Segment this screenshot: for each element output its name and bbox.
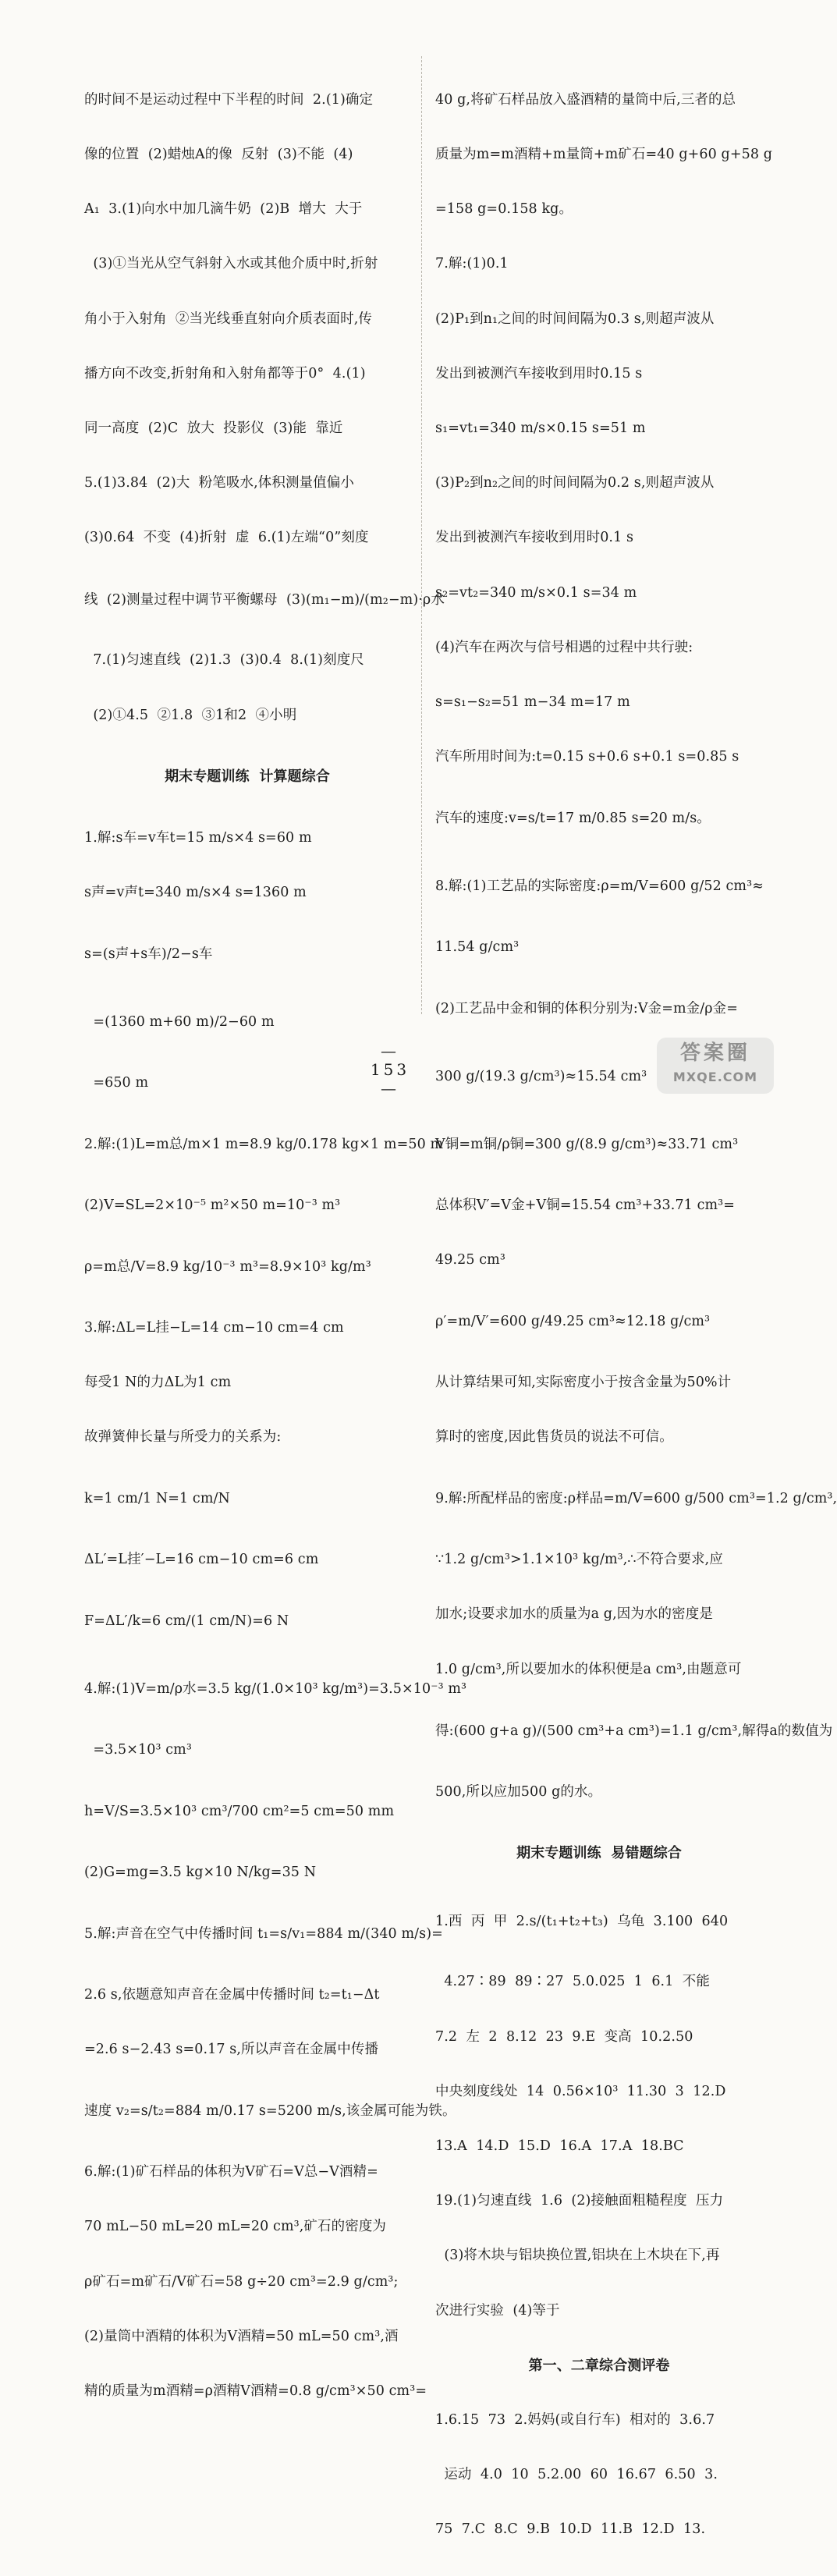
text-line: s=s₁−s₂=51 m−34 m=17 m (435, 694, 630, 711)
text-line: 同一高度 (2)C 放大 投影仪 (3)能 靠近 (84, 420, 343, 437)
text-line: (3)将木块与铝块换位置,铝块在上木块在下,再 (435, 2248, 720, 2264)
text-line: =2.6 s−2.43 s=0.17 s,所以声音在金属中传播 (84, 2042, 379, 2058)
text-line: 5.(1)3.84 (2)大 粉笔吸水,体积测量值偏小 (84, 475, 354, 491)
text-line: (3)P₂到n₂之间的时间间隔为0.2 s,则超声波从 (435, 475, 715, 491)
text-line: 角小于入射角 ②当光线垂直射向介质表面时,传 (84, 310, 372, 327)
text-line: 5.解:声音在空气中传播时间 t₁=s/v₁=884 m/(340 m/s)= (84, 1926, 443, 1943)
text-line: 的时间不是运动过程中下半程的时间 2.(1)确定 (84, 91, 374, 108)
text-line: 1.6.15 73 2.妈妈(或自行车) 相对的 3.6.7 (435, 2412, 715, 2429)
text-line: 算时的密度,因此售货员的说法不可信。 (435, 1429, 673, 1446)
text-line: 75 7.C 8.C 9.B 10.D 11.B 12.D 13. (435, 2521, 706, 2538)
text-line: 19.(1)匀速直线 1.6 (2)接触面粗糙程度 压力 (435, 2193, 724, 2209)
watermark-title: 答案圈 (679, 1041, 750, 1065)
text-line: 4.27∶89 89∶27 5.0.025 1 6.1 不能 (435, 1974, 710, 1990)
text-line: ρ=m总/V=8.9 kg/10⁻³ m³=8.9×10³ kg/m³ (84, 1258, 371, 1275)
text-line: 中央刻度线处 14 0.56×10³ 11.30 3 12.D (435, 2083, 726, 2099)
text-line: 3.解:ΔL=L挂−L=14 cm−10 cm=4 cm (84, 1319, 344, 1336)
text-line: 运动 4.0 10 5.2.00 60 16.67 6.50 3. (435, 2467, 718, 2483)
text-line: =650 m (84, 1074, 149, 1091)
text-line: 8.解:(1)工艺品的实际密度:ρ=m/V=600 g/52 cm³≈ (435, 878, 764, 895)
text-line: 加水;设要求加水的质量为a g,因为水的密度是 (435, 1606, 713, 1623)
text-line: (2)①4.5 ②1.8 ③1和2 ④小明 (84, 707, 297, 723)
text-line: ρ矿石=m矿石/V矿石=58 g÷20 cm³=2.9 g/cm³; (84, 2273, 399, 2290)
text-line: 总体积V′=V金+V铜=15.54 cm³+33.71 cm³= (435, 1197, 736, 1213)
text-line: s声=v声t=340 m/s×4 s=1360 m (84, 884, 307, 900)
text-line: ρ′=m/V′=600 g/49.25 cm³≈12.18 g/cm³ (435, 1314, 711, 1330)
text-line: 次进行实验 (4)等于 (435, 2302, 560, 2319)
text-line: 13.A 14.D 15.D 16.A 17.A 18.BC (435, 2138, 684, 2155)
text-line: 发出到被测汽车接收到用时0.15 s (435, 365, 643, 381)
text-line: 2.解:(1)L=m总/m×1 m=8.9 kg/0.178 kg×1 m=50 m (84, 1136, 444, 1152)
text-line: 40 g,将矿石样品放入盛酒精的量筒中后,三者的总 (435, 91, 736, 108)
text-line: 70 mL−50 mL=20 mL=20 cm³,矿石的密度为 (84, 2219, 387, 2235)
text-line: V铜=m铜/ρ铜=300 g/(8.9 g/cm³)≈33.71 cm³ (435, 1136, 739, 1152)
text-line: (4)汽车在两次与信号相遇的过程中共行驶: (435, 639, 693, 655)
section-title-chapter-test: 第一、二章综合测评卷 (528, 2357, 670, 2374)
text-line: 6.解:(1)矿石样品的体积为V矿石=V总−V酒精= (84, 2164, 378, 2180)
text-line: (2)V=SL=2×10⁻⁵ m²×50 m=10⁻³ m³ (84, 1197, 341, 1213)
text-line: ∵1.2 g/cm³>1.1×10³ kg/m³,∴不符合要求,应 (435, 1552, 723, 1568)
text-line: (2)量筒中酒精的体积为V酒精=50 mL=50 cm³,酒 (84, 2328, 399, 2344)
text-line: ΔL′=L挂′−L=16 cm−10 cm=6 cm (84, 1552, 319, 1568)
text-line: 11.54 g/cm³ (435, 939, 520, 956)
text-line: 播方向不改变,折射角和入射角都等于0° 4.(1) (84, 365, 366, 381)
text-line: 每受1 N的力ΔL为1 cm (84, 1374, 232, 1390)
text-line: 精的质量为m酒精=ρ酒精V酒精=0.8 g/cm³×50 cm³= (84, 2383, 427, 2400)
section-title-calculation: 期末专题训练 计算题综合 (165, 768, 330, 785)
text-line: =(1360 m+60 m)/2−60 m (84, 1013, 275, 1030)
text-line: (3)0.64 不变 (4)折射 虚 6.(1)左端“0”刻度 (84, 530, 369, 546)
text-line: 1.西 丙 甲 2.s/(t₁+t₂+t₃) 乌龟 3.100 640 (435, 1913, 729, 1929)
text-line: =3.5×10³ cm³ (84, 1741, 192, 1758)
text-line: 汽车所用时间为:t=0.15 s+0.6 s+0.1 s=0.85 s (435, 749, 739, 765)
text-line: 线 (2)测量过程中调节平衡螺母 (3)(m₁−m)/(m₂−m)·ρ水 (84, 591, 445, 608)
text-line: 汽车的速度:v=s/t=17 m/0.85 s=20 m/s。 (435, 811, 711, 827)
text-line: s₁=vt₁=340 m/s×0.15 s=51 m (435, 420, 646, 437)
text-line: 7.2 左 2 8.12 23 9.E 变高 10.2.50 (435, 2028, 693, 2045)
text-line: 1.0 g/cm³,所以要加水的体积便是a cm³,由题意可 (435, 1661, 742, 1677)
watermark-logo (657, 1038, 774, 1094)
text-line: (2)工艺品中金和铜的体积分别为:V金=m金/ρ金= (435, 1001, 739, 1017)
text-line: k=1 cm/1 N=1 cm/N (84, 1491, 230, 1507)
text-line: 质量为m=m酒精+m量筒+m矿石=40 g+60 g+58 g (435, 147, 773, 163)
text-line: 2.6 s,依题意知声音在金属中传播时间 t₂=t₁−Δt (84, 1987, 380, 2003)
text-line: =158 g=0.158 kg。 (435, 201, 573, 218)
text-line: 1.解:s车=v车t=15 m/s×4 s=60 m (84, 829, 312, 846)
text-line: 49.25 cm³ (435, 1251, 505, 1268)
text-line: h=V/S=3.5×10³ cm³/700 cm²=5 cm=50 mm (84, 1804, 395, 1820)
text-line: A₁ 3.(1)向水中加几滴牛奶 (2)B 增大 大于 (84, 201, 363, 218)
text-line: F=ΔL′/k=6 cm/(1 cm/N)=6 N (84, 1613, 289, 1630)
right-column (435, 55, 837, 2576)
section-title-error-prone: 期末专题训练 易错题综合 (516, 1844, 682, 1861)
text-line: 9.解:所配样品的密度:ρ样品=m/V=600 g/500 cm³=1.2 g/cm³, (435, 1491, 837, 1507)
text-line: 像的位置 (2)蜡烛A的像 反射 (3)不能 (4) (84, 147, 353, 163)
text-line: (3)①当光从空气斜射入水或其他介质中时,折射 (84, 256, 378, 272)
text-line: s₂=vt₂=340 m/s×0.1 s=34 m (435, 584, 637, 601)
text-line: 7.解:(1)0.1 (435, 256, 509, 272)
text-line: (2)P₁到n₁之间的时间间隔为0.3 s,则超声波从 (435, 310, 715, 327)
text-line: 从计算结果可知,实际密度小于按含金量为50%计 (435, 1374, 732, 1390)
text-line: (2)G=mg=3.5 kg×10 N/kg=35 N (84, 1865, 317, 1880)
left-column (84, 55, 467, 2437)
text-line: s=(s声+s车)/2−s车 (84, 946, 213, 963)
text-line: 故弹簧伸长量与所受力的关系为: (84, 1429, 282, 1446)
text-line: 发出到被测汽车接收到用时0.1 s (435, 530, 634, 546)
text-line: 得:(600 g+a g)/(500 cm³+a cm³)=1.1 g/cm³,解得a的数值为 (435, 1723, 833, 1739)
text-line: 4.解:(1)V=m/ρ水=3.5 kg/(1.0×10³ kg/m³)=3.5×10⁻³ m³ (84, 1681, 467, 1698)
text-line: 速度 v₂=s/t₂=884 m/0.17 s=5200 m/s,该金属可能为铁。 (84, 2103, 456, 2120)
text-line: 500,所以应加500 g的水。 (435, 1783, 602, 1800)
page-number: — 153 — (370, 1041, 410, 1098)
watermark-url: MXQE.COM (672, 1070, 758, 1084)
column-divider (421, 56, 422, 1014)
text-line: 7.(1)匀速直线 (2)1.3 (3)0.4 8.(1)刻度尺 (84, 652, 364, 669)
text-line: 300 g/(19.3 g/cm³)≈15.54 cm³ (435, 1069, 647, 1085)
